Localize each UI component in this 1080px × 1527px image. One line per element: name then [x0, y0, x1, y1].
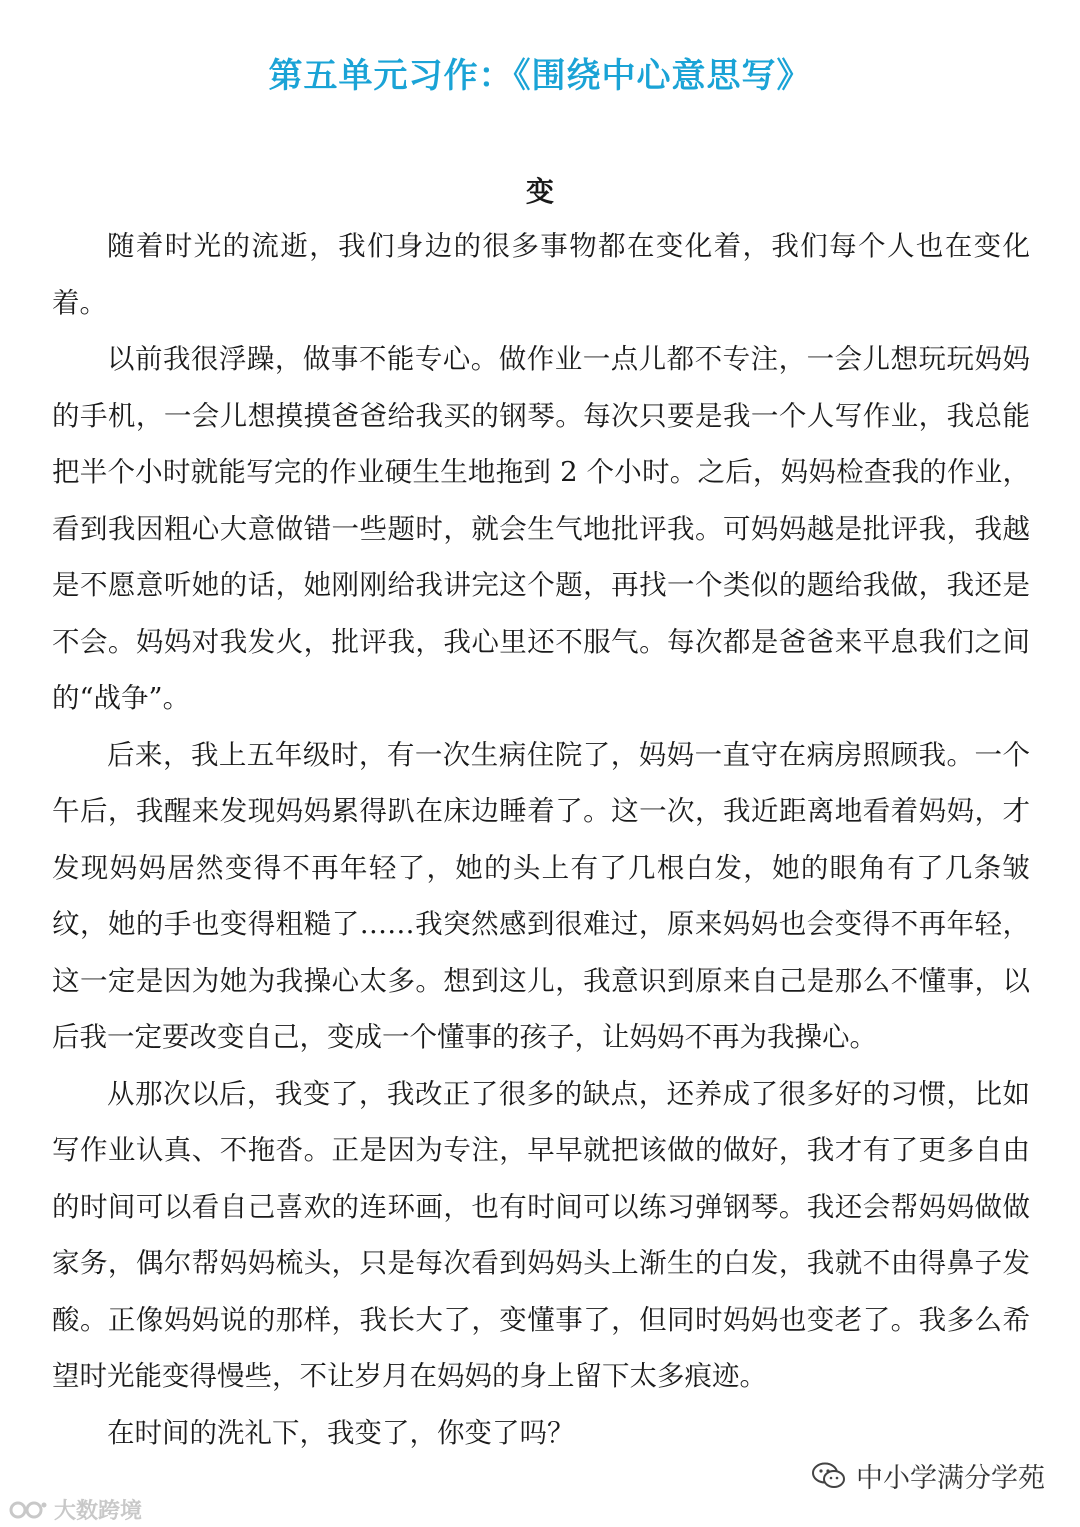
site-name: 大数跨境	[54, 1499, 143, 1524]
paragraph: 后来，我上五年级时，有一次生病住院了，妈妈一直守在病房照顾我。一个午后，我醒来发现妈妈累得趴在床边睡着了。这一次，我近距离地看着妈妈，才发现妈妈居然变得不再年轻了，她的头上有了几根白发，她的眼角有了几条皱纹，她的手也变得粗糙了……我突然感到很难过，原来妈妈也会变得不再年轻，这一定是因为她为我操心太多。想到这儿，我意识到原来自己是那么不懂事，以后我一定要改变自己，变成一个懂事的孩子，让妈妈不再为我操心。	[52, 738, 1030, 1053]
logo-icon	[8, 1499, 48, 1521]
essay-body	[52, 218, 1030, 1461]
paragraph: 以前我很浮躁，做事不能专心。做作业一点儿都不专注，一会儿想玩玩妈妈的手机，一会儿想摸摸爸爸给我买的钢琴。每次只要是我一个人写作业，我总能把半个小时就能写完的作业硬生生地拖到 2 个小时。之后，妈妈检查我的作业，看到我因粗心大意做错一些题时，就会生气地批评我。可妈妈越是批评我，我越是不愿意听她的话，她刚刚给我讲完这个题，再找一个类似的题给我做，我还是不会。妈妈对我发火，批评我，我心里还不服气。每次都是爸爸来平息我们之间的“战争”。	[52, 343, 1030, 714]
account-watermark	[812, 1456, 1045, 1495]
paragraph: 从那次以后，我变了，我改正了很多的缺点，还养成了很多好的习惯，比如写作业认真、不拖沓。正是因为专注，早早就把该做的做好，我才有了更多自由的时间可以看自己喜欢的连环画，也有时间可以练习弹钢琴。我还会帮妈妈做做家务，偶尔帮妈妈梳头，只是每次看到妈妈头上渐生的白发，我就不由得鼻子发酸。正像妈妈说的那样，我长大了，变懂事了，但同时妈妈也变老了。我多么希望时光能变得慢些，不让岁月在妈妈的身上留下太多痕迹。	[52, 1077, 1030, 1392]
unit-title: 第五单元习作：《围绕中心意思写》	[268, 56, 812, 96]
paragraph: 在时间的洗礼下，我变了，你变了吗？	[107, 1416, 575, 1449]
site-watermark	[8, 1494, 142, 1525]
essay-title: 变	[525, 175, 554, 208]
paragraph: 随着时光的流逝，我们身边的很多事物都在变化着，我们每个人也在变化着。	[52, 230, 1030, 319]
wechat-icon	[812, 1462, 846, 1490]
account-name: 中小学满分学苑	[856, 1463, 1045, 1494]
